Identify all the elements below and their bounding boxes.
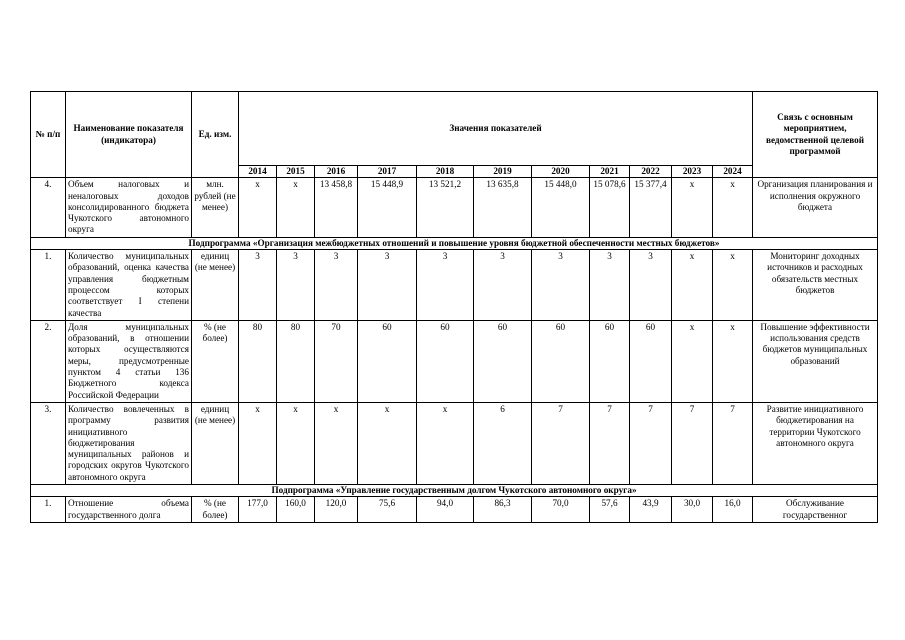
row-link: Обслуживание государственног bbox=[753, 497, 878, 523]
value-cell: 3 bbox=[590, 250, 630, 321]
value-cell: 120,0 bbox=[315, 497, 358, 523]
value-cell: 15 377,4 bbox=[630, 178, 672, 237]
value-cell: 13 635,8 bbox=[474, 178, 532, 237]
section-title: Подпрограмма «Управление государственным долгом Чукотского автономного округа» bbox=[31, 485, 878, 497]
row-num: 1. bbox=[31, 250, 66, 321]
value-cell: х bbox=[358, 402, 417, 484]
value-cell: 86,3 bbox=[474, 497, 532, 523]
header-values: Значения показателей bbox=[239, 92, 753, 166]
value-cell: х bbox=[277, 178, 315, 237]
value-cell: 13 521,2 bbox=[417, 178, 474, 237]
year-cell: 2020 bbox=[532, 166, 590, 178]
year-cell: 2016 bbox=[315, 166, 358, 178]
value-cell: х bbox=[713, 320, 753, 402]
header-num: № п/п bbox=[31, 92, 66, 178]
value-cell: 15 448,0 bbox=[532, 178, 590, 237]
value-cell: х bbox=[672, 320, 713, 402]
table-row bbox=[31, 178, 878, 237]
value-cell: 3 bbox=[358, 250, 417, 321]
value-cell: 15 448,9 bbox=[358, 178, 417, 237]
row-unit: единиц (не менее) bbox=[192, 402, 239, 484]
value-cell: 60 bbox=[590, 320, 630, 402]
value-cell: 70 bbox=[315, 320, 358, 402]
value-cell: 3 bbox=[277, 250, 315, 321]
value-cell: 75,6 bbox=[358, 497, 417, 523]
value-cell: 80 bbox=[239, 320, 277, 402]
row-name: Доля муниципальных образований, в отношении которых осуществляются меры, предусмотренные пунктом 4 статьи 136 Бюджетного кодекса Российской Федерации bbox=[66, 320, 192, 402]
row-unit: % (не более) bbox=[192, 497, 239, 523]
value-cell: 7 bbox=[532, 402, 590, 484]
value-cell: х bbox=[672, 250, 713, 321]
year-cell: 2021 bbox=[590, 166, 630, 178]
table-row bbox=[31, 250, 878, 321]
value-cell: х bbox=[713, 178, 753, 237]
header-row bbox=[31, 92, 878, 166]
row-num: 4. bbox=[31, 178, 66, 237]
value-cell: х bbox=[672, 178, 713, 237]
header-unit: Ед. изм. bbox=[192, 92, 239, 178]
value-cell: 15 078,6 bbox=[590, 178, 630, 237]
value-cell: 7 bbox=[590, 402, 630, 484]
value-cell: 7 bbox=[713, 402, 753, 484]
value-cell: 16,0 bbox=[713, 497, 753, 523]
value-cell: 3 bbox=[417, 250, 474, 321]
section-row bbox=[31, 237, 878, 249]
value-cell: 3 bbox=[532, 250, 590, 321]
row-name: Объем налоговых и неналоговых доходов консолидированного бюджета Чукотского автономного округа bbox=[66, 178, 192, 237]
value-cell: 57,6 bbox=[590, 497, 630, 523]
value-cell: х bbox=[277, 402, 315, 484]
row-name: Количество вовлеченных в программу развития инициативного бюджетирования муниципальных районов и городских округов Чукотского автономного округа bbox=[66, 402, 192, 484]
value-cell: 3 bbox=[630, 250, 672, 321]
value-cell: 60 bbox=[532, 320, 590, 402]
table-row bbox=[31, 320, 878, 402]
value-cell: 70,0 bbox=[532, 497, 590, 523]
value-cell: х bbox=[239, 178, 277, 237]
row-link: Мониторинг доходных источников и расходных обязательств местных бюджетов bbox=[753, 250, 878, 321]
year-cell: 2014 bbox=[239, 166, 277, 178]
year-cell: 2023 bbox=[672, 166, 713, 178]
year-cell: 2017 bbox=[358, 166, 417, 178]
value-cell: х bbox=[239, 402, 277, 484]
row-name: Количество муниципальных образований, оценка качества управления бюджетным процессом которых соответствует I степени качества bbox=[66, 250, 192, 321]
year-cell: 2019 bbox=[474, 166, 532, 178]
section-title: Подпрограмма «Организация межбюджетных отношений и повышение уровня бюджетной обеспеченности местных бюджетов» bbox=[31, 237, 878, 249]
header-link: Связь с основным мероприятием, ведомственной целевой программой bbox=[753, 92, 878, 178]
value-cell: 6 bbox=[474, 402, 532, 484]
value-cell: 30,0 bbox=[672, 497, 713, 523]
value-cell: 94,0 bbox=[417, 497, 474, 523]
row-num: 2. bbox=[31, 320, 66, 402]
value-cell: 80 bbox=[277, 320, 315, 402]
value-cell: 60 bbox=[358, 320, 417, 402]
year-cell: 2015 bbox=[277, 166, 315, 178]
year-cell: 2024 bbox=[713, 166, 753, 178]
row-name: Отношение объема государственного долга bbox=[66, 497, 192, 523]
value-cell: 60 bbox=[630, 320, 672, 402]
value-cell: 7 bbox=[672, 402, 713, 484]
row-unit: единиц (не менее) bbox=[192, 250, 239, 321]
row-unit: млн. рублей (не менее) bbox=[192, 178, 239, 237]
value-cell: 3 bbox=[474, 250, 532, 321]
value-cell: 60 bbox=[417, 320, 474, 402]
indicators-table bbox=[30, 91, 878, 523]
row-link: Повышение эффективности использования средств бюджетов муниципальных образований bbox=[753, 320, 878, 402]
table-row bbox=[31, 402, 878, 484]
value-cell: 3 bbox=[315, 250, 358, 321]
value-cell: 13 458,8 bbox=[315, 178, 358, 237]
value-cell: 160,0 bbox=[277, 497, 315, 523]
section-row bbox=[31, 485, 878, 497]
year-cell: 2018 bbox=[417, 166, 474, 178]
table-row bbox=[31, 497, 878, 523]
value-cell: 60 bbox=[474, 320, 532, 402]
value-cell: х bbox=[315, 402, 358, 484]
value-cell: 177,0 bbox=[239, 497, 277, 523]
row-link: Организация планирования и исполнения окружного бюджета bbox=[753, 178, 878, 237]
value-cell: х bbox=[713, 250, 753, 321]
year-cell: 2022 bbox=[630, 166, 672, 178]
value-cell: х bbox=[417, 402, 474, 484]
header-name: Наименование показателя (индикатора) bbox=[66, 92, 192, 178]
value-cell: 7 bbox=[630, 402, 672, 484]
value-cell: 3 bbox=[239, 250, 277, 321]
value-cell: 43,9 bbox=[630, 497, 672, 523]
row-num: 3. bbox=[31, 402, 66, 484]
row-link: Развитие инициативного бюджетирования на территории Чукотского автономного округа bbox=[753, 402, 878, 484]
row-num: 1. bbox=[31, 497, 66, 523]
row-unit: % (не более) bbox=[192, 320, 239, 402]
